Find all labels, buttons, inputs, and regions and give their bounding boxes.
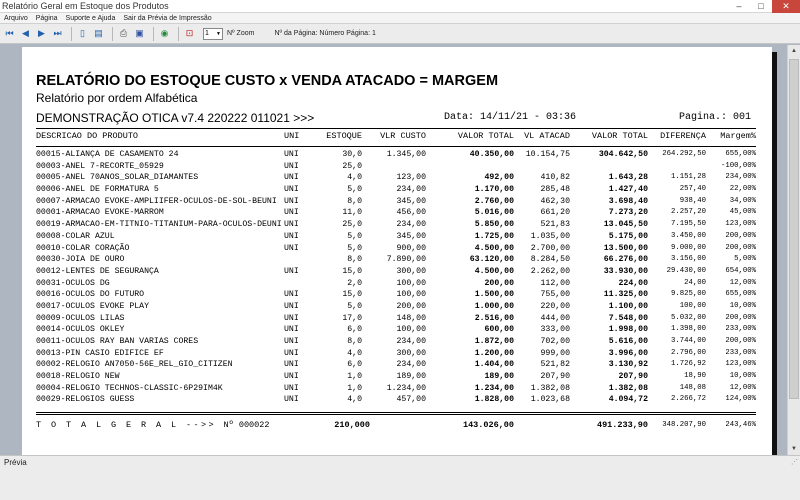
total-diferenca: 348.207,90 — [662, 421, 706, 430]
total-label — [36, 418, 336, 432]
table-row — [36, 184, 756, 196]
minimize-icon[interactable]: – — [736, 1, 742, 11]
print-icon[interactable]: ⎙ — [119, 28, 128, 38]
toolbar — [0, 24, 800, 44]
cell-diferenca: 9.000,00 — [670, 243, 706, 252]
status-text: Prévia — [4, 458, 27, 467]
cell-estoque: 4,0 — [347, 395, 362, 405]
cell-valor-total: 200,00 — [484, 278, 514, 288]
status-bar — [0, 455, 800, 500]
table-row — [36, 359, 756, 371]
cell-vlr-custo: 100,00 — [396, 290, 426, 300]
report-date: Data: 14/11/21 - 03:36 — [444, 112, 577, 123]
col-valor-total: VALOR TOTAL — [457, 131, 514, 141]
cell-margem: 200,00% — [725, 337, 756, 345]
toolbar-separator — [71, 27, 72, 41]
cell-uni: UNI — [284, 173, 299, 183]
cell-margem: 123,00% — [725, 360, 756, 369]
cell-margem: 233,00% — [725, 348, 756, 357]
last-page-icon[interactable]: ⏭ — [53, 28, 62, 38]
cell-margem: 12,00% — [729, 383, 756, 392]
cell-vlr-custo: 234,00 — [396, 360, 426, 370]
cell-uni: UNI — [284, 231, 299, 241]
cell-margem: 12,00% — [729, 278, 756, 287]
cell-vlr-custo: 123,00 — [396, 173, 426, 183]
cell-estoque: 8,0 — [347, 255, 362, 265]
cell-margem: 10,00% — [729, 301, 756, 310]
cell-vlr-custo: 457,00 — [396, 395, 426, 405]
window-title: Relatório Geral em Estoque dos Produtos — [2, 1, 169, 11]
cell-valor-total: 1.725,00 — [474, 231, 514, 241]
cell-vl-atacad: 999,00 — [540, 348, 570, 358]
table-row — [36, 313, 756, 325]
cell-vlr-custo: 100,00 — [396, 278, 426, 288]
cell-margem: 124,00% — [725, 395, 756, 404]
cell-vlr-custo: 300,00 — [396, 266, 426, 276]
table-row — [36, 243, 756, 255]
cell-valor-total: 2.516,00 — [474, 313, 514, 323]
zoom-label: Nº Zoom — [227, 30, 255, 37]
cell-valor-total: 1.872,00 — [474, 337, 514, 346]
cell-vlr-custo: 100,00 — [396, 325, 426, 335]
total-rule — [36, 412, 756, 415]
report-page — [22, 47, 772, 455]
cell-margem: 200,00% — [725, 313, 756, 322]
cell-diferenca: 264.292,50 — [662, 150, 706, 158]
cell-margem: 233,00% — [725, 325, 756, 334]
table-row — [36, 196, 756, 208]
cell-descricao: 00014-OCULOS OKLEY — [36, 325, 125, 335]
cell-estoque: 5,0 — [347, 185, 362, 195]
cell-vlr-custo: 189,00 — [396, 372, 426, 382]
cell-diferenca: 3.450,00 — [670, 231, 706, 240]
page-number-label: Nº da Página: Número Página: 1 — [274, 30, 376, 37]
prev-page-icon[interactable]: ◀ — [22, 28, 29, 38]
cell-uni: UNI — [284, 161, 299, 171]
cell-margem: 234,00% — [725, 173, 756, 182]
total-estoque: 210,000 — [334, 420, 370, 431]
cell-descricao: 00017-OCULOS EVOKE PLAY — [36, 301, 150, 311]
cell-valor-total-2: 66.276,00 — [603, 255, 648, 265]
cell-valor-total: 1.170,00 — [474, 185, 514, 195]
cell-margem: 200,00% — [725, 243, 756, 252]
window-title-bar — [0, 0, 800, 13]
cell-estoque: 6,0 — [347, 325, 362, 335]
cell-vl-atacad: 462,30 — [540, 196, 570, 206]
cell-vlr-custo: 234,00 — [396, 185, 426, 195]
cell-uni: UNI — [284, 325, 299, 335]
single-page-icon[interactable]: ▯ — [80, 28, 85, 38]
cell-diferenca: 3.156,00 — [670, 255, 706, 264]
next-page-icon[interactable]: ▶ — [38, 28, 45, 38]
scroll-down-icon[interactable]: ▼ — [791, 446, 797, 452]
resize-grip-icon[interactable]: ⋰ — [791, 459, 798, 466]
report-company: DEMONSTRAÇÃO OTICA v7.4 220222 011021 >>> — [36, 111, 315, 125]
cell-valor-total-2: 3.996,00 — [608, 348, 648, 358]
col-diferenca: DIFERENÇA — [660, 131, 706, 141]
cell-margem: 654,00% — [725, 266, 756, 275]
cell-margem: 655,00% — [725, 150, 756, 158]
cell-valor-total: 40.350,00 — [469, 150, 514, 159]
cell-diferenca: 3.744,00 — [670, 337, 706, 345]
cell-vlr-custo: 1.345,00 — [386, 150, 426, 159]
total-label-text: T O T A L G E R A L -->> — [36, 420, 217, 431]
cell-uni: UNI — [284, 290, 299, 300]
cell-valor-total-2: 1.998,00 — [608, 325, 648, 335]
cell-valor-total-2: 5.616,00 — [608, 337, 648, 346]
cell-estoque: 1,0 — [347, 372, 362, 382]
table-row — [36, 219, 756, 231]
col-margem: Margem% — [720, 131, 756, 141]
table-row — [36, 172, 756, 184]
cell-vlr-custo: 200,00 — [396, 301, 426, 311]
cell-uni: UNI — [284, 383, 299, 393]
preview-viewport[interactable] — [0, 45, 787, 455]
report-header — [36, 110, 756, 126]
total-row — [36, 418, 756, 432]
cell-diferenca: 1.151,28 — [670, 173, 706, 182]
cell-margem: -100,00% — [720, 161, 756, 170]
cell-valor-total: 63.120,00 — [469, 255, 514, 265]
cell-valor-total-2: 4.094,72 — [608, 395, 648, 405]
cell-diferenca: 5.032,00 — [670, 313, 706, 322]
col-valor-total-2: VALOR TOTAL — [591, 131, 648, 141]
cell-margem: 655,00% — [725, 290, 756, 299]
cell-vl-atacad: 755,00 — [540, 290, 570, 300]
cell-estoque: 8,0 — [347, 196, 362, 206]
cell-uni: UNI — [284, 313, 299, 323]
cell-estoque: 1,0 — [347, 383, 362, 393]
cell-estoque: 15,0 — [342, 290, 362, 300]
cell-vlr-custo: 1.234,00 — [386, 383, 426, 393]
toolbar-separator — [178, 27, 179, 41]
cell-descricao: 00010-COLAR CORAÇÃO — [36, 243, 130, 253]
cell-diferenca: 257,40 — [679, 185, 706, 194]
cell-vl-atacad: 521,83 — [540, 220, 570, 230]
cell-uni: UNI — [284, 395, 299, 405]
cell-vlr-custo: 234,00 — [396, 337, 426, 346]
cell-valor-total-2: 13.500,00 — [603, 243, 648, 253]
cell-vl-atacad: 2.262,00 — [530, 266, 570, 276]
cell-vl-atacad: 521,82 — [540, 360, 570, 370]
cell-valor-total-2: 7.273,20 — [608, 208, 648, 218]
cell-diferenca: 1.726,92 — [670, 360, 706, 369]
toolbar-separator — [153, 27, 154, 41]
cell-vl-atacad: 285,48 — [540, 185, 570, 195]
cell-estoque: 4,0 — [347, 348, 362, 358]
cell-valor-total: 600,00 — [484, 325, 514, 335]
total-count: Nº 000022 — [223, 420, 270, 431]
col-estoque: ESTOQUE — [326, 131, 362, 141]
cell-descricao: 00002-RELOGIO AN7050-56E_REL_GIO_CITIZEN — [36, 360, 233, 370]
cell-valor-total: 1.000,00 — [474, 301, 514, 311]
table-row — [36, 289, 756, 301]
cell-margem: 45,00% — [729, 208, 756, 217]
cell-valor-total-2: 3.698,40 — [608, 196, 648, 206]
cell-estoque: 25,0 — [342, 220, 362, 230]
cell-vl-atacad: 410,82 — [540, 173, 570, 183]
cell-estoque: 15,0 — [342, 266, 362, 276]
cell-vl-atacad: 2.700,00 — [530, 243, 570, 253]
cell-valor-total-2: 1.427,40 — [608, 185, 648, 195]
cell-uni: UNI — [284, 185, 299, 195]
cell-diferenca: 100,00 — [679, 301, 706, 310]
cell-valor-total: 1.500,00 — [474, 290, 514, 300]
cell-descricao: 00005-ANEL 70ANOS_SOLAR_DIAMANTES — [36, 173, 199, 183]
cell-estoque: 8,0 — [347, 337, 362, 346]
cell-uni: UNI — [284, 196, 299, 206]
menu-suporte-ajuda[interactable]: Suporte e Ajuda — [65, 15, 116, 22]
table-row — [36, 278, 756, 290]
cell-uni: UNI — [284, 208, 299, 218]
cell-valor-total-2: 13.045,50 — [603, 220, 648, 230]
cell-descricao: 00015-ALIANÇA DE CASAMENTO 24 — [36, 150, 179, 159]
cell-vlr-custo: 345,00 — [396, 231, 426, 241]
cell-diferenca: 2.257,20 — [670, 208, 706, 217]
cell-valor-total: 1.234,00 — [474, 383, 514, 393]
cell-valor-total: 5.850,00 — [474, 220, 514, 230]
cell-vlr-custo: 345,00 — [396, 196, 426, 206]
cell-vl-atacad: 1.023,68 — [530, 395, 570, 405]
cell-descricao: 00031-OCULOS DG — [36, 278, 110, 288]
table-row — [36, 254, 756, 266]
cell-estoque: 5,0 — [347, 243, 362, 253]
cell-vl-atacad: 444,00 — [540, 313, 570, 323]
cell-descricao: 00012-LENTES DE SEGURANÇA — [36, 266, 159, 276]
cell-uni: UNI — [284, 372, 299, 382]
cell-uni: UNI — [284, 360, 299, 370]
scroll-up-icon[interactable]: ▲ — [791, 48, 797, 54]
first-page-icon[interactable]: ⏮ — [5, 28, 14, 38]
cell-descricao: 00016-OCULOS DO FUTURO — [36, 290, 145, 300]
menu-pagina[interactable]: Página — [35, 15, 58, 22]
table-row — [36, 301, 756, 313]
cell-diferenca: 9.825,00 — [670, 290, 706, 299]
chevron-down-icon: ▼ — [216, 30, 221, 37]
cell-diferenca: 24,00 — [684, 278, 706, 287]
cell-valor-total: 1.404,00 — [474, 360, 514, 370]
cell-valor-total-2: 3.130,92 — [608, 360, 648, 370]
col-vlr-custo: VLR CUSTO — [380, 131, 426, 141]
total-margem: 243,46% — [725, 421, 756, 430]
cell-vlr-custo: 148,00 — [396, 313, 426, 323]
cell-valor-total-2: 7.548,00 — [608, 313, 648, 323]
maximize-icon[interactable]: □ — [758, 1, 764, 11]
cell-descricao: 00001-ARMACAO EVOKE-MARROM — [36, 208, 164, 218]
cell-vlr-custo: 234,00 — [396, 220, 426, 230]
table-row — [36, 336, 756, 348]
cell-descricao: 00003-ANEL 7-RECORTE_05929 — [36, 161, 164, 171]
vertical-scrollbar[interactable] — [787, 45, 800, 455]
table-row — [36, 266, 756, 278]
cell-uni: UNI — [284, 150, 299, 159]
report-content — [36, 72, 756, 432]
cell-valor-total-2: 207,90 — [618, 372, 648, 382]
cell-uni: UNI — [284, 337, 299, 346]
cell-vl-atacad: 333,00 — [540, 325, 570, 335]
menu-bar — [0, 13, 800, 24]
cell-diferenca: 148,08 — [679, 383, 706, 392]
cell-valor-total-2: 304.642,50 — [598, 150, 648, 159]
cell-vlr-custo: 900,00 — [396, 243, 426, 253]
cell-valor-total-2: 224,00 — [618, 278, 648, 288]
cell-estoque: 6,0 — [347, 360, 362, 370]
cell-vl-atacad: 702,00 — [540, 337, 570, 346]
report-title: RELATÓRIO DO ESTOQUE CUSTO x VENDA ATACADO = MARGEM — [36, 73, 499, 89]
cell-margem: 22,00% — [729, 185, 756, 194]
close-icon[interactable]: ✕ — [772, 0, 800, 13]
cell-valor-total-2: 33.930,00 — [603, 266, 648, 276]
menu-sair-previa[interactable]: Sair da Prévia de Impressão — [123, 15, 212, 22]
zoom-value: 1 — [205, 30, 209, 37]
total-valor-total-2: 491.233,90 — [596, 420, 648, 431]
save-icon[interactable]: ▣ — [135, 28, 144, 38]
cell-vlr-custo: 7.890,00 — [386, 255, 426, 265]
cell-diferenca: 2.266,72 — [670, 395, 706, 404]
cell-vl-atacad: 10.154,75 — [525, 150, 570, 159]
table-row — [36, 161, 756, 173]
multi-page-icon[interactable]: ▤ — [94, 28, 103, 38]
cell-descricao: 00011-OCULOS RAY BAN VARIAS CORES — [36, 337, 199, 346]
cell-valor-total: 4.500,00 — [474, 243, 514, 253]
cell-vl-atacad: 207,90 — [540, 372, 570, 382]
cell-valor-total: 1.828,00 — [474, 395, 514, 405]
cell-valor-total-2: 11.325,00 — [603, 290, 648, 300]
col-uni: UNI — [284, 131, 300, 141]
cell-valor-total: 5.016,00 — [474, 208, 514, 218]
cell-valor-total: 492,00 — [484, 173, 514, 183]
total-valor-total: 143.026,00 — [462, 420, 514, 431]
cell-margem: 200,00% — [725, 231, 756, 240]
report-page-number: Pagina.: 001 — [678, 112, 751, 123]
table-row — [36, 394, 756, 406]
pdf-icon[interactable]: ⊡ — [185, 28, 194, 38]
cell-diferenca: 29.430,00 — [666, 266, 706, 275]
cell-estoque: 25,0 — [342, 161, 362, 171]
cell-valor-total-2: 5.175,00 — [608, 231, 648, 241]
cell-vl-atacad: 1.382,08 — [530, 383, 570, 393]
cell-vl-atacad: 1.035,00 — [530, 231, 570, 241]
cell-vl-atacad: 8.284,50 — [530, 255, 570, 265]
cell-estoque: 30,0 — [342, 150, 362, 159]
cell-estoque: 5,0 — [347, 301, 362, 311]
cell-uni: UNI — [284, 243, 299, 253]
cell-diferenca: 2.796,00 — [670, 348, 706, 357]
table-row — [36, 348, 756, 360]
report-subtitle: Relatório por ordem Alfabética — [36, 91, 198, 105]
table-row — [36, 324, 756, 336]
toolbar-separator — [112, 27, 113, 41]
cell-valor-total: 1.200,00 — [474, 348, 514, 358]
table-row — [36, 371, 756, 383]
cell-margem: 5,00% — [734, 255, 756, 264]
cell-margem: 34,00% — [729, 196, 756, 205]
col-descricao: DESCRICAO DO PRODUTO — [36, 131, 139, 141]
cell-uni: UNI — [284, 220, 299, 230]
cell-diferenca: 18,90 — [684, 372, 706, 381]
cell-diferenca: 1.398,00 — [670, 325, 706, 334]
column-header-row — [36, 129, 756, 144]
cell-valor-total-2: 1.100,00 — [608, 301, 648, 311]
export-icon[interactable]: ◉ — [160, 28, 169, 38]
cell-estoque: 2,0 — [347, 278, 362, 288]
cell-descricao: 00029-RELOGIOS GUESS — [36, 395, 135, 405]
cell-vl-atacad: 661,20 — [540, 208, 570, 218]
cell-descricao: 00013-PIN CASIO EDIFICE EF — [36, 348, 164, 358]
cell-uni: UNI — [284, 301, 299, 311]
table-row — [36, 207, 756, 219]
cell-vlr-custo: 456,00 — [396, 208, 426, 218]
menu-arquivo[interactable]: Arquivo — [4, 15, 28, 22]
scrollbar-thumb[interactable] — [789, 59, 799, 399]
cell-uni: UNI — [284, 348, 299, 358]
cell-descricao: 00006-ANEL DE FORMATURA 5 — [36, 185, 159, 195]
cell-descricao: 00008-COLAR AZUL — [36, 231, 115, 241]
col-vl-atacad: VL ATACAD — [524, 131, 570, 141]
cell-descricao: 00030-JOIA DE OURO — [36, 255, 125, 265]
cell-estoque: 4,0 — [347, 173, 362, 183]
cell-valor-total: 189,00 — [484, 372, 514, 382]
cell-estoque: 5,0 — [347, 231, 362, 241]
cell-diferenca: 938,40 — [679, 196, 706, 205]
cell-vl-atacad: 220,00 — [540, 301, 570, 311]
cell-descricao: 00004-RELOGIO TECHNOS-CLASSIC-6P29IM4K — [36, 383, 223, 393]
cell-vlr-custo: 300,00 — [396, 348, 426, 358]
cell-descricao: 00019-ARMACAO-EM-TITNIO-TITANIUM-PARA-OCULOS-DEUNI — [36, 220, 282, 230]
cell-valor-total-2: 1.382,08 — [608, 383, 648, 393]
window-controls — [728, 0, 800, 13]
cell-valor-total-2: 1.643,28 — [608, 173, 648, 183]
cell-margem: 10,00% — [729, 372, 756, 381]
cell-descricao: 00007-ARMACAO EVOKE-AMPLIIFER-OCULOS-DE-SOL-BEUNI — [36, 196, 277, 206]
cell-vl-atacad: 112,00 — [540, 278, 570, 288]
cell-uni: UNI — [284, 266, 299, 276]
cell-margem: 123,00% — [725, 220, 756, 229]
cell-estoque: 17,0 — [342, 313, 362, 323]
cell-valor-total: 4.500,00 — [474, 266, 514, 276]
cell-descricao: 00018-RELOGIO NEW — [36, 372, 120, 382]
cell-diferenca: 7.195,50 — [670, 220, 706, 229]
zoom-select[interactable] — [203, 28, 223, 40]
table-row — [36, 231, 756, 243]
table-row — [36, 149, 756, 161]
cell-descricao: 00009-OCULOS LILAS — [36, 313, 125, 323]
table-row — [36, 383, 756, 395]
report-rows — [36, 149, 756, 406]
cell-estoque: 11,0 — [342, 208, 362, 218]
cell-valor-total: 2.760,00 — [474, 196, 514, 206]
column-rule — [36, 146, 756, 147]
